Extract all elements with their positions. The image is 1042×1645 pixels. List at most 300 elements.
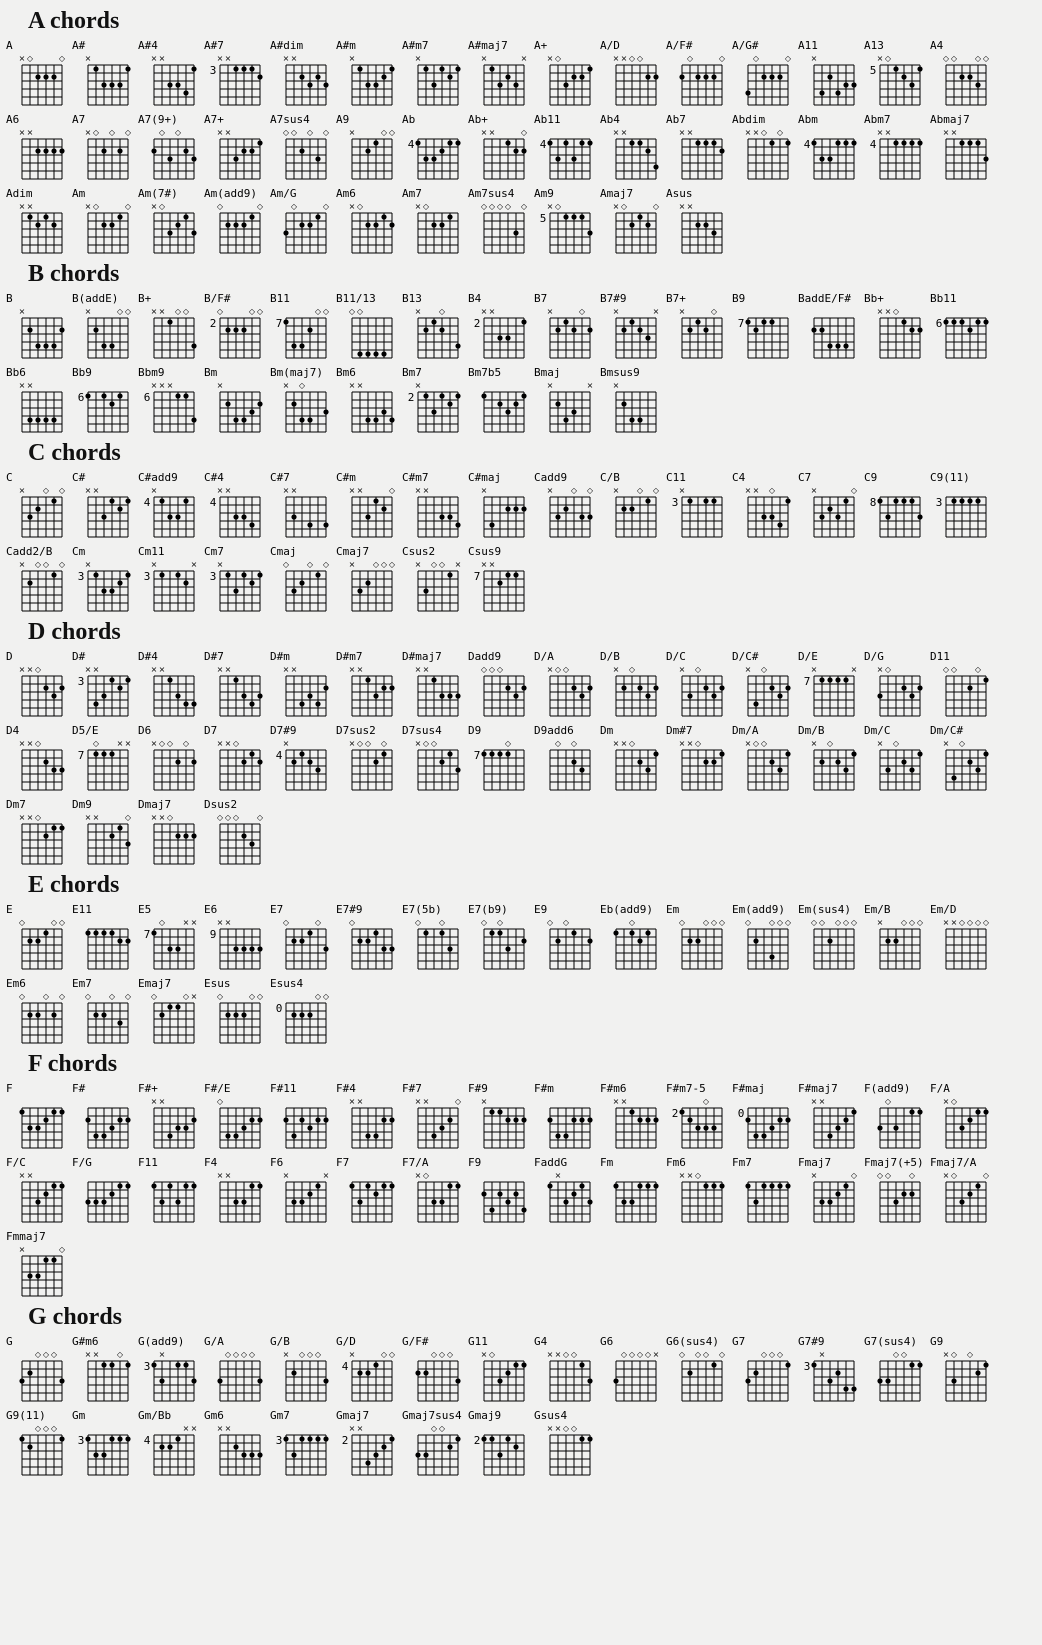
chord-Ab+ — [468, 113, 534, 181]
finger-dot — [183, 214, 188, 219]
finger-dot — [843, 498, 848, 503]
chord-name: A7 — [72, 113, 86, 126]
muted-string-icon: × — [950, 128, 958, 137]
chord-diagram — [72, 305, 136, 360]
muted-string-icon: × — [224, 1424, 232, 1433]
chord-name: B4 — [468, 292, 482, 305]
finger-dot — [843, 140, 848, 145]
chord-diagram — [732, 737, 796, 792]
fret-number: 3 — [275, 1434, 283, 1447]
finger-dot — [365, 417, 370, 422]
muted-string-icon: × — [546, 1424, 554, 1433]
chord-G/D — [336, 1335, 402, 1403]
finger-dot — [769, 319, 774, 324]
chord-diagram — [6, 1422, 70, 1477]
finger-dot — [101, 1452, 106, 1457]
finger-dot — [225, 572, 230, 577]
chord-diagram — [534, 663, 598, 718]
finger-dot — [505, 1117, 510, 1122]
chord-name: G7#9 — [798, 1335, 825, 1348]
chord-diagram — [600, 916, 664, 971]
open-string-icon: ◇ — [58, 560, 66, 569]
fret-number: 3 — [209, 64, 217, 77]
finger-dot — [975, 1370, 980, 1375]
chord-name: B+ — [138, 292, 152, 305]
open-string-icon: ◇ — [322, 202, 330, 211]
section-title: A chords — [28, 8, 120, 34]
muted-string-icon: × — [26, 665, 34, 674]
chord-G6(sus4) — [666, 1335, 732, 1403]
muted-string-icon: × — [150, 560, 158, 569]
open-string-icon: ◇ — [950, 1171, 958, 1180]
finger-dot — [167, 230, 172, 235]
finger-dot — [249, 66, 254, 71]
open-string-icon: ◇ — [58, 992, 66, 1001]
muted-string-icon: × — [810, 665, 818, 674]
finger-dot — [653, 751, 658, 756]
open-string-icon: ◇ — [124, 128, 132, 137]
finger-dot — [819, 677, 824, 682]
finger-dot — [423, 393, 428, 398]
finger-dot — [521, 319, 526, 324]
chord-diagram — [270, 126, 334, 181]
open-string-icon: ◇ — [554, 665, 562, 674]
muted-string-icon: × — [818, 1097, 826, 1106]
finger-dot — [439, 148, 444, 153]
chord-Csus9 — [468, 545, 534, 613]
fret-number: 4 — [539, 138, 547, 151]
open-string-icon: ◇ — [784, 54, 792, 63]
finger-dot — [151, 930, 156, 935]
muted-string-icon: × — [414, 381, 422, 390]
chord-diagram — [6, 1095, 70, 1150]
chord-name: F#m — [534, 1082, 554, 1095]
open-string-icon: ◇ — [306, 560, 314, 569]
open-string-icon: ◇ — [282, 918, 290, 927]
chord-diagram — [798, 52, 862, 107]
muted-string-icon: × — [282, 1350, 290, 1359]
finger-dot — [687, 1117, 692, 1122]
open-string-icon: ◇ — [776, 1350, 784, 1359]
open-string-icon: ◇ — [224, 813, 232, 822]
finger-dot — [851, 751, 856, 756]
chord-diagram — [72, 484, 136, 539]
muted-string-icon: × — [348, 665, 356, 674]
chord-name: Am7 — [402, 187, 422, 200]
muted-string-icon: × — [876, 307, 884, 316]
finger-dot — [183, 833, 188, 838]
finger-dot — [959, 1125, 964, 1130]
open-string-icon: ◇ — [760, 665, 768, 674]
chord-G(add9) — [138, 1335, 204, 1403]
chord-Fm6 — [666, 1156, 732, 1224]
muted-string-icon: × — [546, 307, 554, 316]
finger-dot — [233, 156, 238, 161]
finger-dot — [571, 1191, 576, 1196]
finger-dot — [983, 319, 988, 324]
finger-dot — [257, 1378, 262, 1383]
finger-dot — [159, 1012, 164, 1017]
chord-name: D — [6, 650, 13, 663]
open-string-icon: ◇ — [182, 992, 190, 1001]
open-string-icon: ◇ — [982, 918, 990, 927]
open-string-icon: ◇ — [982, 54, 990, 63]
chord-name: D4 — [6, 724, 20, 737]
chord-name: Fm6 — [666, 1156, 686, 1169]
open-string-icon: ◇ — [380, 1350, 388, 1359]
muted-string-icon: × — [744, 739, 752, 748]
finger-dot — [35, 148, 40, 153]
finger-dot — [745, 1378, 750, 1383]
chord-F#+ — [138, 1082, 204, 1150]
open-string-icon: ◇ — [966, 918, 974, 927]
chord-diagram — [270, 1095, 334, 1150]
chord-B4 — [468, 292, 534, 360]
finger-dot — [967, 1117, 972, 1122]
chord-E6 — [204, 903, 270, 971]
chord-name: Abm7 — [864, 113, 891, 126]
chord-Gm — [72, 1409, 138, 1477]
chord-Gmaj7sus4 — [402, 1409, 468, 1477]
chord-D11 — [930, 650, 996, 718]
finger-dot — [439, 222, 444, 227]
finger-dot — [151, 148, 156, 153]
finger-dot — [959, 1199, 964, 1204]
finger-dot — [843, 1386, 848, 1391]
chord-B9 — [732, 292, 798, 360]
finger-dot — [843, 82, 848, 87]
chord-diagram — [72, 1095, 136, 1150]
chord-name: E6 — [204, 903, 218, 916]
finger-dot — [291, 759, 296, 764]
chord-name: Asus — [666, 187, 693, 200]
chord-C#m7 — [402, 471, 468, 539]
open-string-icon: ◇ — [232, 813, 240, 822]
finger-dot — [257, 140, 262, 145]
chord-diagram — [336, 558, 400, 613]
finger-dot — [299, 701, 304, 706]
muted-string-icon: × — [422, 1097, 430, 1106]
chord-diagram — [600, 484, 664, 539]
chord-name: Ab11 — [534, 113, 561, 126]
finger-dot — [299, 938, 304, 943]
finger-dot — [909, 498, 914, 503]
finger-dot — [579, 214, 584, 219]
chord-name: D#m — [270, 650, 290, 663]
finger-dot — [439, 759, 444, 764]
finger-dot — [901, 498, 906, 503]
open-string-icon: ◇ — [306, 1350, 314, 1359]
finger-dot — [777, 767, 782, 772]
open-string-icon: ◇ — [438, 918, 446, 927]
open-string-icon: ◇ — [348, 918, 356, 927]
finger-dot — [637, 685, 642, 690]
chord-name: C9(11) — [930, 471, 970, 484]
finger-dot — [777, 1117, 782, 1122]
open-string-icon: ◇ — [116, 307, 124, 316]
open-string-icon: ◇ — [256, 307, 264, 316]
chord-name: Fmmaj7 — [6, 1230, 46, 1243]
chord-name: C#maj — [468, 471, 502, 484]
muted-string-icon: × — [150, 1097, 158, 1106]
chord-name: A#dim — [270, 39, 304, 52]
chord-diagram — [798, 1095, 862, 1150]
finger-dot — [241, 327, 246, 332]
finger-dot — [455, 767, 460, 772]
muted-string-icon: × — [678, 307, 686, 316]
chord-Gm6 — [204, 1409, 270, 1477]
open-string-icon: ◇ — [34, 1350, 42, 1359]
chord-diagram — [534, 126, 598, 181]
chord-name: C11 — [666, 471, 686, 484]
open-string-icon: ◇ — [586, 486, 594, 495]
open-string-icon: ◇ — [50, 1350, 58, 1359]
chord-diagram — [336, 737, 400, 792]
muted-string-icon: × — [744, 128, 752, 137]
finger-dot — [621, 327, 626, 332]
finger-dot — [431, 222, 436, 227]
finger-dot — [431, 319, 436, 324]
finger-dot — [811, 327, 816, 332]
finger-dot — [711, 1362, 716, 1367]
finger-dot — [93, 1199, 98, 1204]
chord-name: F4 — [204, 1156, 218, 1169]
finger-dot — [59, 327, 64, 332]
finger-dot — [819, 1199, 824, 1204]
chord-diagram — [72, 126, 136, 181]
chord-Am/G — [270, 187, 336, 255]
chord-diagram — [666, 1348, 730, 1403]
section-title: E chords — [28, 872, 120, 898]
open-string-icon: ◇ — [554, 54, 562, 63]
open-string-icon: ◇ — [182, 739, 190, 748]
chord-diagram — [600, 663, 664, 718]
chord-name: B13 — [402, 292, 422, 305]
chord-Ab — [402, 113, 468, 181]
chord-F7 — [336, 1156, 402, 1224]
finger-dot — [761, 74, 766, 79]
chord-D — [6, 650, 72, 718]
chord-D9 — [468, 724, 534, 792]
finger-dot — [27, 580, 32, 585]
chord-name: E — [6, 903, 13, 916]
finger-dot — [505, 506, 510, 511]
open-string-icon: ◇ — [760, 1350, 768, 1359]
muted-string-icon: × — [158, 1097, 166, 1106]
finger-dot — [513, 693, 518, 698]
finger-dot — [389, 1183, 394, 1188]
finger-dot — [439, 693, 444, 698]
open-string-icon: ◇ — [290, 202, 298, 211]
finger-dot — [951, 775, 956, 780]
chord-C# — [72, 471, 138, 539]
chord-diagram — [798, 126, 862, 181]
open-string-icon: ◇ — [92, 739, 100, 748]
finger-dot — [191, 230, 196, 235]
open-string-icon: ◇ — [694, 665, 702, 674]
finger-dot — [753, 327, 758, 332]
chord-name: G7(sus4) — [864, 1335, 917, 1348]
finger-dot — [645, 335, 650, 340]
chord-name: A#4 — [138, 39, 158, 52]
finger-dot — [489, 1207, 494, 1212]
finger-dot — [373, 930, 378, 935]
finger-dot — [365, 1133, 370, 1138]
chord-diagram — [6, 200, 70, 255]
finger-dot — [117, 506, 122, 511]
open-string-icon: ◇ — [18, 992, 26, 1001]
finger-dot — [843, 343, 848, 348]
muted-string-icon: × — [810, 739, 818, 748]
finger-dot — [951, 498, 956, 503]
finger-dot — [291, 401, 296, 406]
finger-dot — [439, 930, 444, 935]
chord-diagram — [666, 737, 730, 792]
finger-dot — [389, 685, 394, 690]
chord-diagram — [138, 305, 202, 360]
finger-dot — [51, 767, 56, 772]
chord-name: F#maj7 — [798, 1082, 838, 1095]
finger-dot — [117, 1436, 122, 1441]
finger-dot — [307, 522, 312, 527]
fret-number: 0 — [275, 1002, 283, 1015]
finger-dot — [711, 759, 716, 764]
finger-dot — [59, 825, 64, 830]
open-string-icon: ◇ — [430, 739, 438, 748]
finger-dot — [241, 1125, 246, 1130]
chord-Bm7 — [402, 366, 468, 434]
open-string-icon: ◇ — [50, 1424, 58, 1433]
chord-diagram — [336, 663, 400, 718]
open-string-icon: ◇ — [942, 665, 950, 674]
finger-dot — [983, 677, 988, 682]
chord-diagram — [600, 737, 664, 792]
chord-name: F# — [72, 1082, 86, 1095]
open-string-icon: ◇ — [232, 739, 240, 748]
chord-row — [6, 1335, 1042, 1403]
finger-dot — [51, 343, 56, 348]
finger-dot — [629, 930, 634, 935]
finger-dot — [579, 140, 584, 145]
muted-string-icon: × — [348, 1350, 356, 1359]
finger-dot — [885, 938, 890, 943]
finger-dot — [415, 1370, 420, 1375]
fret-number: 3 — [209, 570, 217, 583]
chord-Dsus2 — [204, 798, 270, 866]
chord-row — [6, 471, 1042, 539]
chord-F/A — [930, 1082, 996, 1150]
open-string-icon: ◇ — [34, 665, 42, 674]
finger-dot — [983, 1362, 988, 1367]
chord-name: Emaj7 — [138, 977, 172, 990]
finger-dot — [901, 140, 906, 145]
open-string-icon: ◇ — [950, 54, 958, 63]
finger-dot — [117, 214, 122, 219]
chord-name: Gsus4 — [534, 1409, 568, 1422]
chord-Em(add9) — [732, 903, 798, 971]
open-string-icon: ◇ — [768, 486, 776, 495]
chord-diagram — [6, 1243, 70, 1298]
muted-string-icon: × — [620, 54, 628, 63]
muted-string-icon: × — [282, 381, 290, 390]
finger-dot — [489, 66, 494, 71]
finger-dot — [51, 1257, 56, 1262]
chord-name: E9 — [534, 903, 548, 916]
finger-dot — [613, 930, 618, 935]
muted-string-icon: × — [18, 560, 26, 569]
finger-dot — [125, 1436, 130, 1441]
finger-dot — [653, 164, 658, 169]
finger-dot — [27, 938, 32, 943]
chord-D# — [72, 650, 138, 718]
finger-dot — [389, 417, 394, 422]
finger-dot — [967, 327, 972, 332]
muted-string-icon: × — [586, 381, 594, 390]
finger-dot — [811, 140, 816, 145]
finger-dot — [893, 498, 898, 503]
chord-name: Bb+ — [864, 292, 884, 305]
chord-Gmaj7 — [336, 1409, 402, 1477]
chord-name: A#m7 — [402, 39, 429, 52]
finger-dot — [191, 1117, 196, 1122]
finger-dot — [513, 82, 518, 87]
finger-dot — [653, 1117, 658, 1122]
finger-dot — [349, 1183, 354, 1188]
finger-dot — [497, 82, 502, 87]
chord-name: F#+ — [138, 1082, 158, 1095]
open-string-icon: ◇ — [908, 1171, 916, 1180]
finger-dot — [579, 1362, 584, 1367]
finger-dot — [415, 1452, 420, 1457]
chord-E7#9 — [336, 903, 402, 971]
finger-dot — [315, 1117, 320, 1122]
chord-F9 — [468, 1156, 534, 1224]
finger-dot — [917, 685, 922, 690]
chord-name: Dm/C# — [930, 724, 964, 737]
finger-dot — [645, 1183, 650, 1188]
finger-dot — [893, 1199, 898, 1204]
muted-string-icon: × — [216, 54, 224, 63]
chord-E7(5b) — [402, 903, 468, 971]
finger-dot — [365, 82, 370, 87]
chord-F#m7-5 — [666, 1082, 732, 1150]
chord-diagram — [204, 990, 268, 1045]
chord-Am7sus4 — [468, 187, 534, 255]
chord-diagram — [72, 916, 136, 971]
chord-diagram — [732, 52, 796, 107]
finger-dot — [59, 1378, 64, 1383]
finger-dot — [167, 677, 172, 682]
chord-B/F# — [204, 292, 270, 360]
chord-D/C — [666, 650, 732, 718]
chord-diagram — [6, 52, 70, 107]
finger-dot — [637, 417, 642, 422]
finger-dot — [125, 1362, 130, 1367]
chord-name: Am(add9) — [204, 187, 257, 200]
open-string-icon: ◇ — [710, 918, 718, 927]
open-string-icon: ◇ — [322, 992, 330, 1001]
chord-diagram — [72, 811, 136, 866]
muted-string-icon: × — [942, 1171, 950, 1180]
chord-F#/E — [204, 1082, 270, 1150]
finger-dot — [521, 506, 526, 511]
finger-dot — [93, 930, 98, 935]
muted-string-icon: × — [678, 202, 686, 211]
finger-dot — [101, 148, 106, 153]
finger-dot — [175, 1004, 180, 1009]
chord-diagram — [6, 379, 70, 434]
chord-A#m7 — [402, 39, 468, 107]
